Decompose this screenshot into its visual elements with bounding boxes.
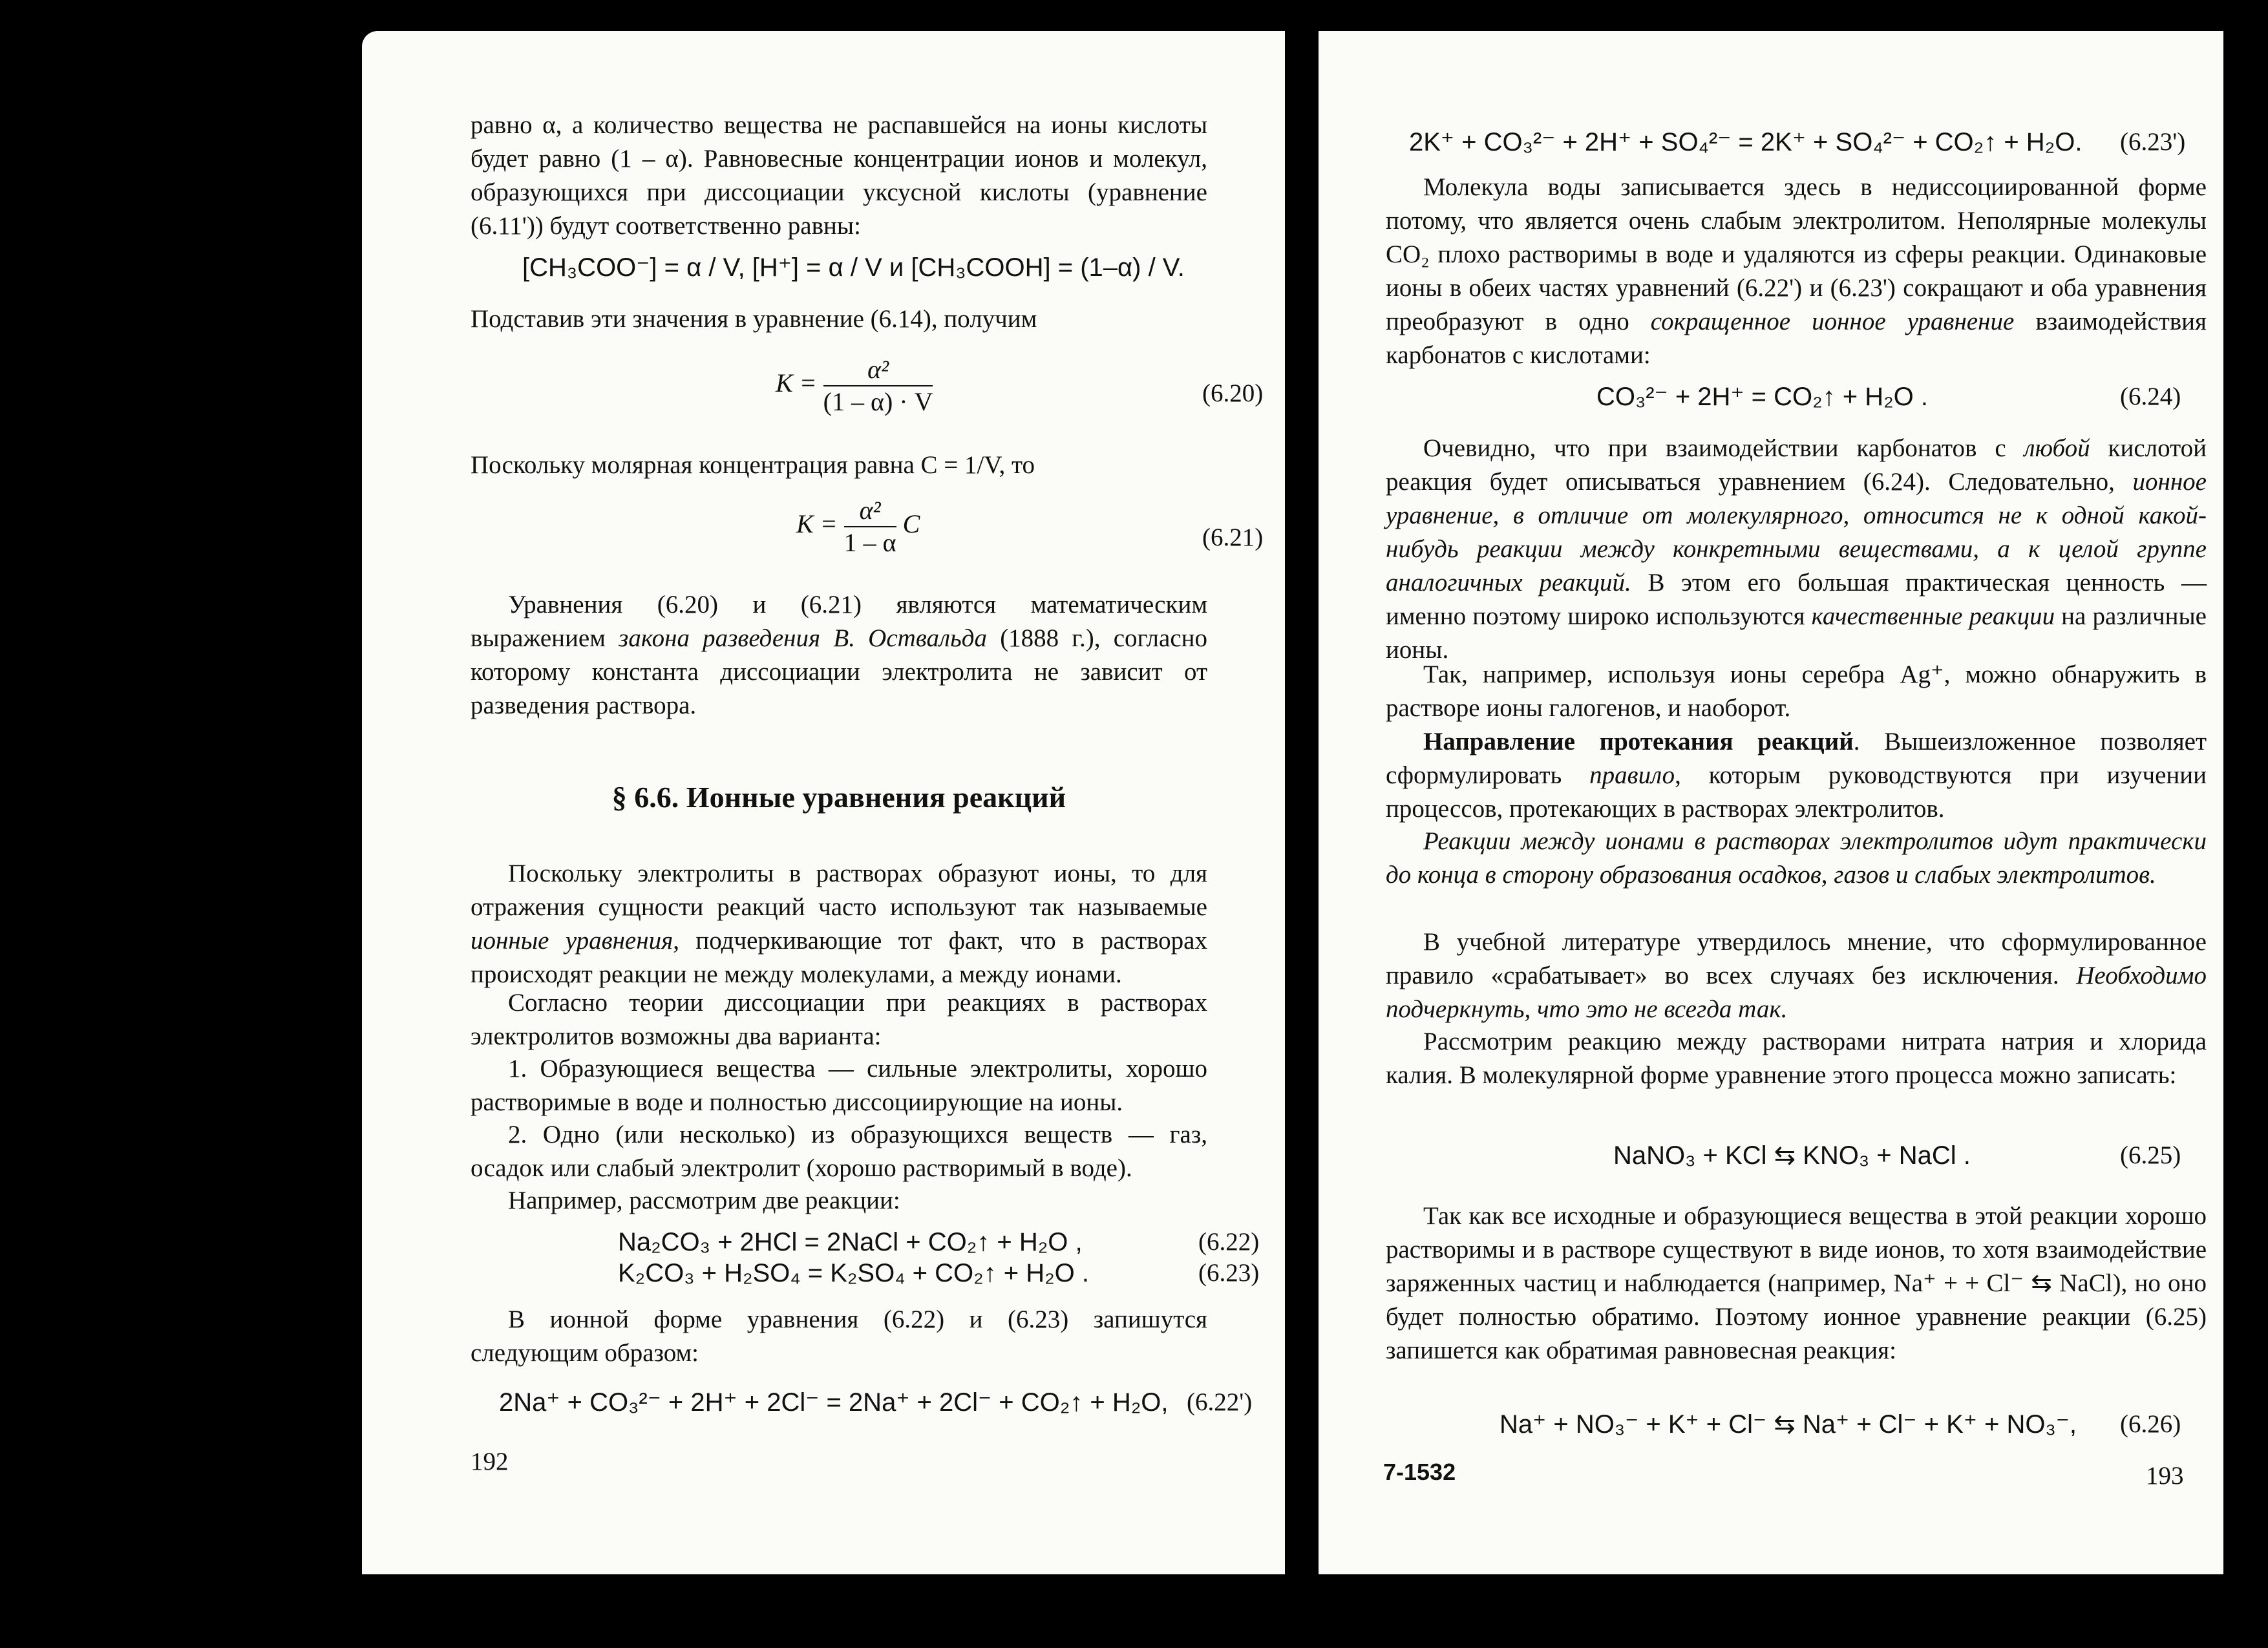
paragraph: Так, например, используя ионы серебра Ag⁺, можно обнаружить в растворе ионы галогенов, и наоборот. [1386,660,2207,722]
equation-6-24: CO₃²⁻ + 2H⁺ = CO₂↑ + H₂O . [1596,383,1929,411]
text: Очевидно, что при взаимодействии карбонатов с [1423,434,2024,462]
equation-number: (6.22') [1187,1388,1253,1416]
italic-text: качественные реакции [1811,602,2055,630]
italic-text: ионное уравнение, в отличие от молекулярного, относится не к одной какой-нибудь реакции между конкретными веществами, а к целой группе аналогичных реакций. [1386,468,2207,597]
equation-lhs: K = [796,509,838,539]
text: В этом его большая практическая ценность — именно поэтому широко используются [1386,569,2207,630]
equation-rhs: C [902,509,920,539]
paragraph: Так как все исходные и образующиеся вещества в этой реакции хорошо растворимы и в растворе существуют в виде ионов, то хотя взаимодействие заряженных частиц и наблюдается (например, Na⁺ + + Cl⁻ ⇆ NaCl), но оно будет полностью обратимо. Поэтому ионное уравнение реакции (6.25) запишется как обратимая равновесная реакция: [1386,1202,2207,1364]
paragraph: В ионной форме уравнения (6.22) и (6.23) запишутся следующим образом: [471,1305,1207,1367]
fraction [844,495,896,558]
text: кислотой реакция будет описываться уравнением (6.24). Следовательно, [1386,434,2207,496]
numerator: α² [823,354,933,386]
text: (1888 г.), согласно которому константа диссоциации электролита не зависит от разведения раствора. [471,624,1207,719]
italic-text: сокращенное ионное уравнение [1650,308,2015,335]
paragraph: Рассмотрим реакцию между растворами нитрата натрия и хлорида калия. В молекулярной форме уравнение этого процесса можно записать: [1386,1028,2207,1089]
equation-lhs: K = [776,368,817,398]
paragraph: равно α, а количество вещества не распавшейся на ионы кислоты будет равно (1 – α). Равновесные концентрации ионов и молекул, образующихся при диссоциации уксусной кислоты (уравнение (6.11')) будут соответственно равны: [471,111,1207,240]
equation-6-23: K₂CO₃ + H₂SO₄ = K₂SO₄ + CO₂↑ + H₂O . [618,1259,1089,1287]
paragraph: 1. Образующиеся вещества — сильные электролиты, хорошо растворимые в воде и полностью диссоциирующие на ионы. [471,1055,1207,1116]
italic-text: ионные уравнения [471,927,673,955]
italic-text: правило [1589,761,1675,789]
book-spine [1285,31,1319,1574]
paragraph: Согласно теории диссоциации при реакциях в растворах электролитов возможны два варианта: [471,989,1207,1050]
text: взаимодействия карбонатов с кислотами: [1386,308,2207,369]
text: , подчеркивающие тот факт, что в растворах происходят реакции не между молекулами, а между ионами. [471,927,1207,988]
paragraph [1386,725,2207,826]
equation-6-20 [776,354,933,417]
equation-number: (6.24) [2120,383,2181,410]
text: Уравнения (6.20) и (6.21) являются математическим выражением [471,591,1207,652]
equation-6-22: Na₂CO₃ + 2HCl = 2NaCl + CO₂↑ + H₂O , [618,1228,1083,1256]
paragraph [471,857,1207,991]
paragraph: Подставив эти значения в уравнение (6.14), получим [471,305,1037,333]
italic-text: Необходимо подчеркнуть, что это не всегда так. [1386,962,2207,1023]
text: на различные ионы. [1386,602,2207,664]
paragraph [1386,925,2207,1026]
rule-statement: Реакции между ионами в растворах электролитов идут практически до конца в сторону образования осадков, газов и слабых электролитов. [1386,827,2207,889]
paragraph: 2. Одно (или несколько) из образующихся веществ — газ, осадок или слабый электролит (хорошо растворимый в воде). [471,1121,1207,1182]
bold-text: Направление протекания реакций [1423,728,1854,755]
right-page [1319,31,2223,1574]
equation-number: (6.25) [2120,1141,2181,1169]
equation-number: (6.26) [2120,1410,2181,1438]
equation-number: (6.20) [1202,379,1264,407]
paragraph: Поскольку молярная концентрация равна C = 1/V, то [471,451,1035,479]
page-number: 192 [471,1448,509,1475]
left-page [362,31,1285,1574]
equation-6-26: Na⁺ + NO₃⁻ + K⁺ + Cl⁻ ⇆ Na⁺ + Cl⁻ + K⁺ + NO₃⁻, [1500,1410,2077,1439]
denominator: (1 – α) · V [823,387,933,416]
fraction [823,354,933,417]
equation-6-25: NaNO₃ + KCl ⇆ KNO₃ + NaCl . [1613,1141,1971,1170]
equation-number: (6.21) [1202,523,1264,551]
formula-concentrations: [CH₃COO⁻] = α / V, [H⁺] = α / V и [CH₃COOH] = (1–α) / V. [522,253,1185,282]
italic-text: любой [2024,434,2090,462]
text: Молекула воды записывается здесь в недиссоциированной форме потому, что является очень слабым электролитом. Неполярные молекулы CO₂ плохо растворимы в воде и удаляются из сферы реакции. Одинаковые ионы в обеих частях уравнений (6.22') и (6.23') сокращают и оба уравнения преобразуют в одно [1386,173,2207,335]
text: Поскольку электролиты в растворах образуют ионы, то для отражения сущности реакций часто используют так называемые [471,860,1207,921]
printer-signature: 7-1532 [1383,1459,1456,1485]
page-number: 193 [2146,1462,2184,1490]
text: , которым руководствуются при изучении процессов, протекающих в растворах электролитов. [1386,761,2207,823]
paragraph [1386,432,2207,667]
text: В учебной литературе утвердилось мнение, что сформулированное правило «срабатывает» во всех случаях без исключения. [1386,928,2207,989]
equation-6-22-prime: 2Na⁺ + CO₃²⁻ + 2H⁺ + 2Cl⁻ = 2Na⁺ + 2Cl⁻ + CO₂↑ + H₂O, [499,1388,1169,1417]
text: . Вышеизложенное позволяет сформулировать [1386,728,2207,789]
numerator: α² [844,495,896,527]
equation-number: (6.22) [1198,1228,1260,1256]
italic-text: закона разведения В. Оствальда [619,624,987,652]
equation-6-21 [796,495,920,558]
section-heading: § 6.6. Ионные уравнения реакций [611,781,1066,814]
equation-number: (6.23') [2120,128,2186,156]
paragraph [1386,171,2207,372]
denominator: 1 – α [843,528,896,557]
equation-6-23-prime: 2K⁺ + CO₃²⁻ + 2H⁺ + SO₄²⁻ = 2K⁺ + SO₄²⁻ + CO₂↑ + H₂O. [1409,128,2083,156]
equation-number: (6.23) [1198,1259,1260,1287]
paragraph [471,588,1207,723]
paragraph: Например, рассмотрим две реакции: [508,1187,900,1214]
